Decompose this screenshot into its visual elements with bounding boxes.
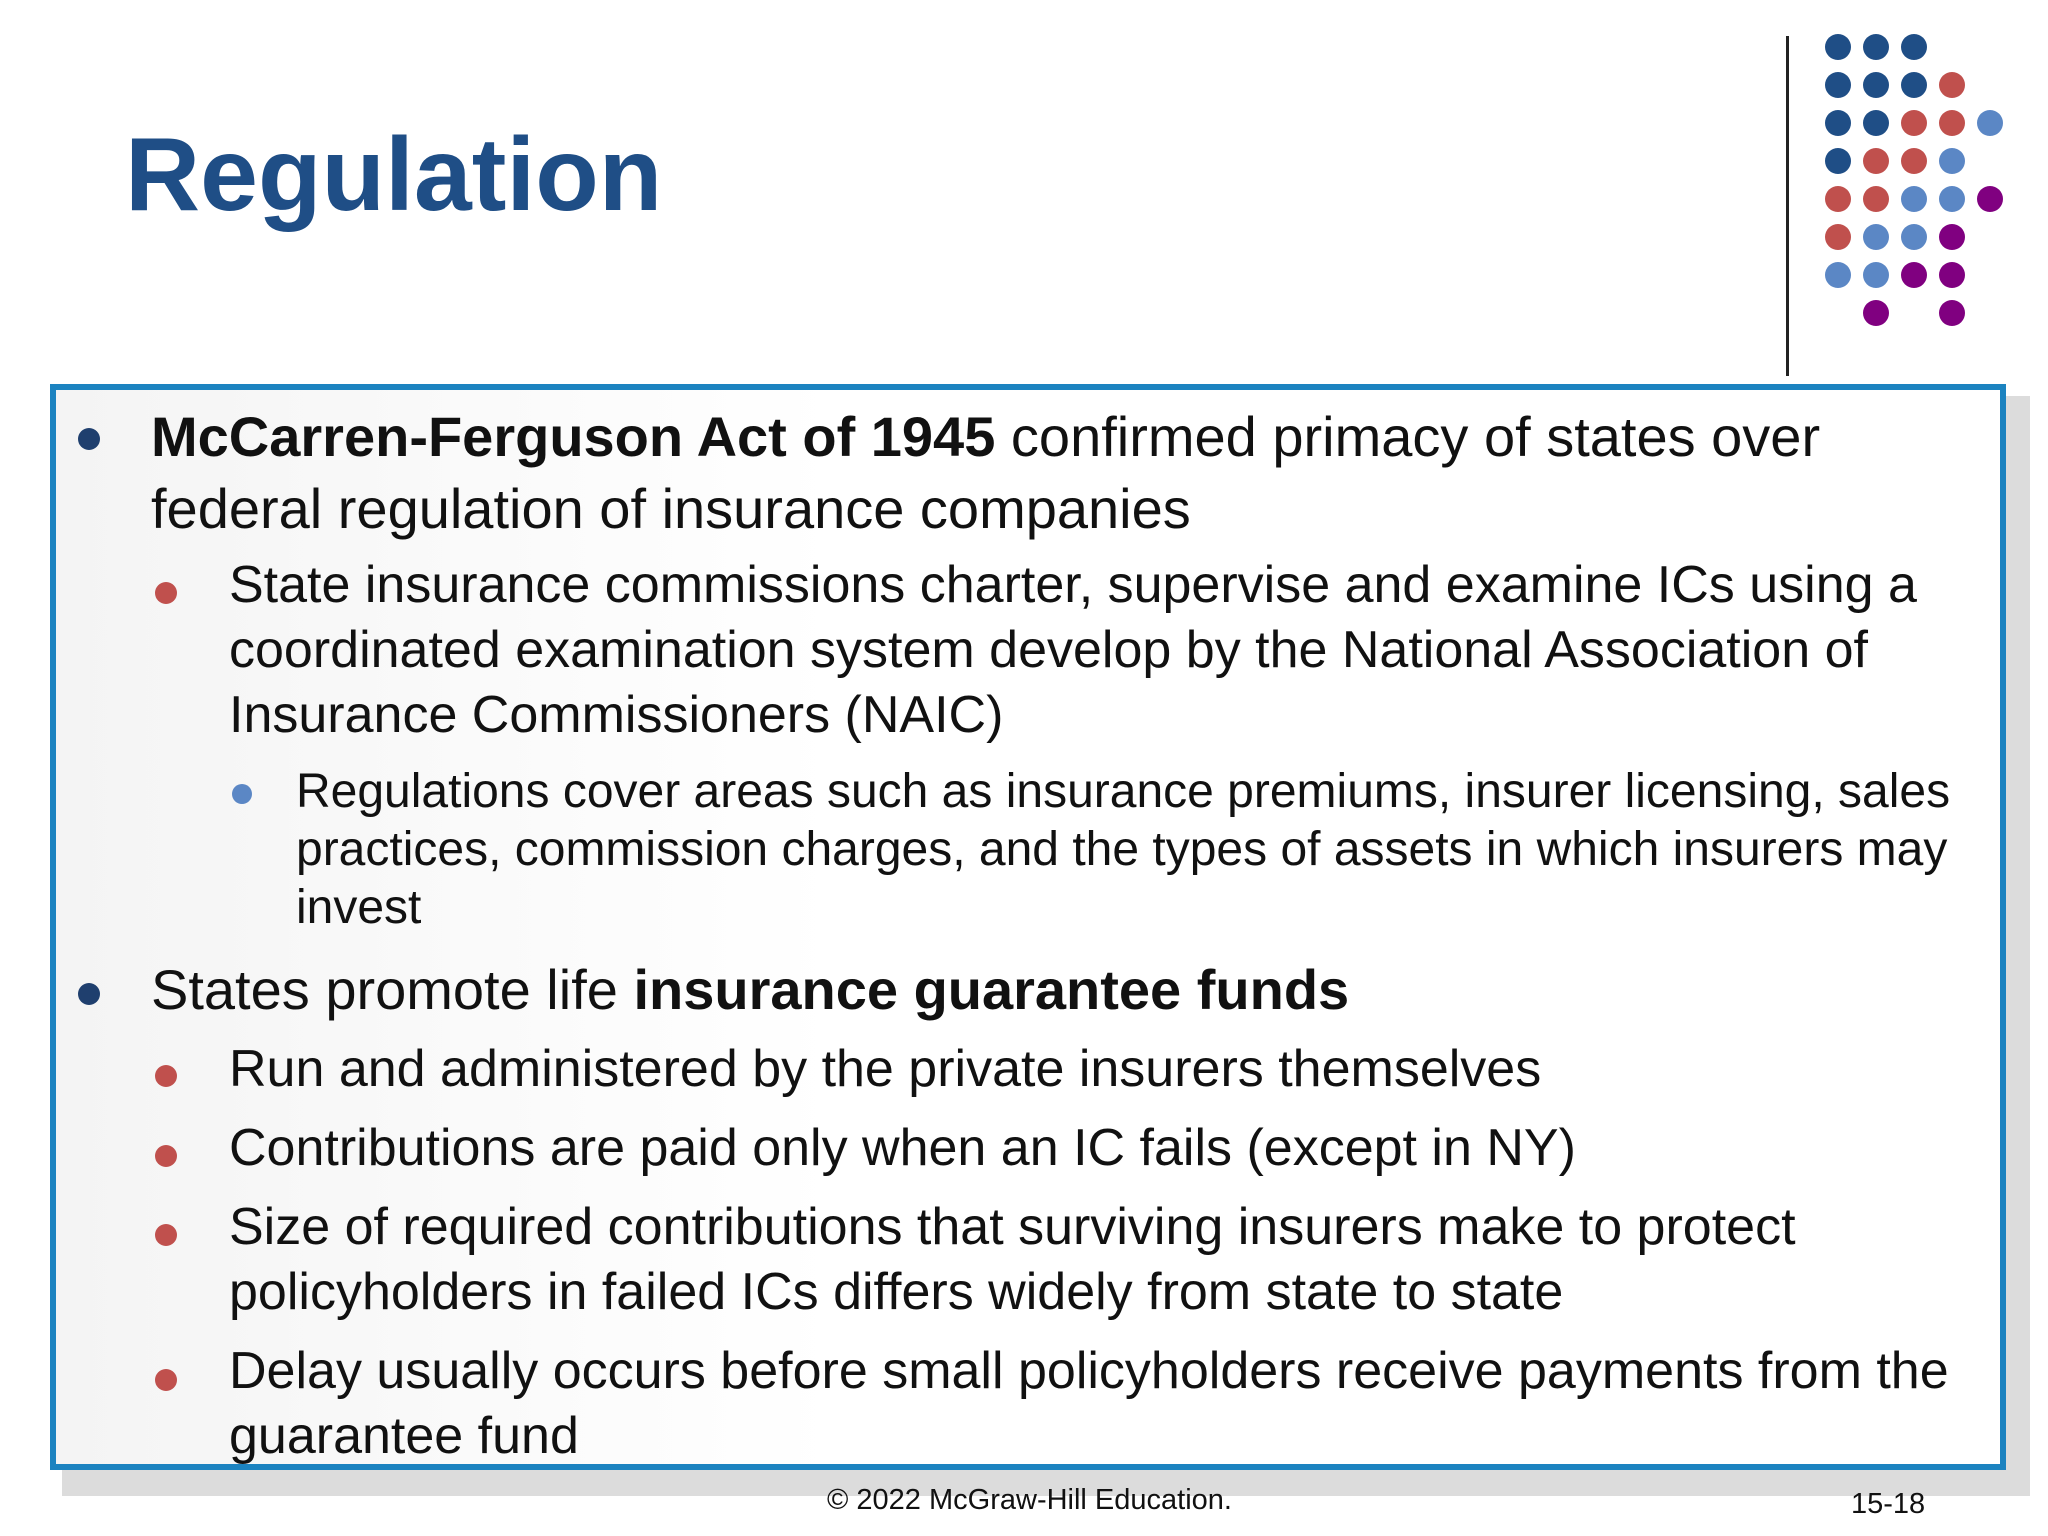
footer-page-number: 15-18 [1851,1488,1926,1520]
dot [1863,224,1889,250]
dot [1977,186,2003,212]
bullet-level2-marker [155,582,177,604]
dot [1863,72,1889,98]
dot [1863,186,1889,212]
dot [1863,300,1889,326]
dot [1825,72,1851,98]
bullet-level2-marker [155,1065,177,1087]
dot [1939,186,1965,212]
bullet-contributions-paid: Contributions are paid only when an IC fails (except in NY) [229,1119,1576,1177]
dot [1825,34,1851,60]
dot [1863,148,1889,174]
bullet-level1-marker [78,428,100,450]
bullet-bold-text: insurance guarantee funds [633,958,1350,1021]
dot [1863,34,1889,60]
dot [1825,262,1851,288]
dot [1939,148,1965,174]
bullet-size-contributions: Size of required contributions that surviving insurers make to protect policyholders in failed ICs differs widely from state to state [229,1198,1796,1321]
dot [1863,262,1889,288]
dot [1977,110,2003,136]
bullet-delay-payments: Delay usually occurs before small policyholders receive payments from the guarantee fund [229,1342,1949,1465]
bullet-text: States promote life [151,958,634,1021]
dot [1901,110,1927,136]
bullet-level2-marker [155,1145,177,1167]
dot [1901,148,1927,174]
dot [1939,262,1965,288]
bullet-bold-text: McCarren-Ferguson Act of 1945 [151,405,996,468]
dot [1825,186,1851,212]
title-divider-line [1786,36,1789,376]
footer-copyright: © 2022 McGraw-Hill Education. [827,1484,1232,1516]
bullet-state-commissions: State insurance commissions charter, supervise and examine ICs using a coordinated examination system develop by the National Association of Insurance Commissioners (NAIC) [229,556,1917,744]
bullet-regulations-cover: Regulations cover areas such as insurance premiums, insurer licensing, sales practices, commission charges, and the types of assets in which insurers may invest [296,765,1951,934]
bullet-level2-marker [155,1224,177,1246]
slide-title: Regulation [125,117,663,233]
bullet-text: confirmed primacy of states over federal regulation of insurance companies [151,405,1821,540]
bullet-run-administered: Run and administered by the private insurers themselves [229,1040,1542,1098]
bullet-level1-marker [78,983,100,1005]
dot [1901,34,1927,60]
dot [1825,148,1851,174]
dot [1863,110,1889,136]
dot [1939,224,1965,250]
decorative-dot-pattern [1820,30,2040,340]
bullet-level2-marker [155,1369,177,1391]
dot [1939,300,1965,326]
dot [1939,110,1965,136]
dot [1901,262,1927,288]
dot [1901,186,1927,212]
dot [1901,72,1927,98]
dot [1825,224,1851,250]
bullet-guarantee-funds [151,954,1991,1026]
bullet-mccarren-ferguson [151,401,1991,545]
bullet-level3-marker [232,784,252,804]
dot [1939,72,1965,98]
dot [1825,110,1851,136]
dot [1901,224,1927,250]
